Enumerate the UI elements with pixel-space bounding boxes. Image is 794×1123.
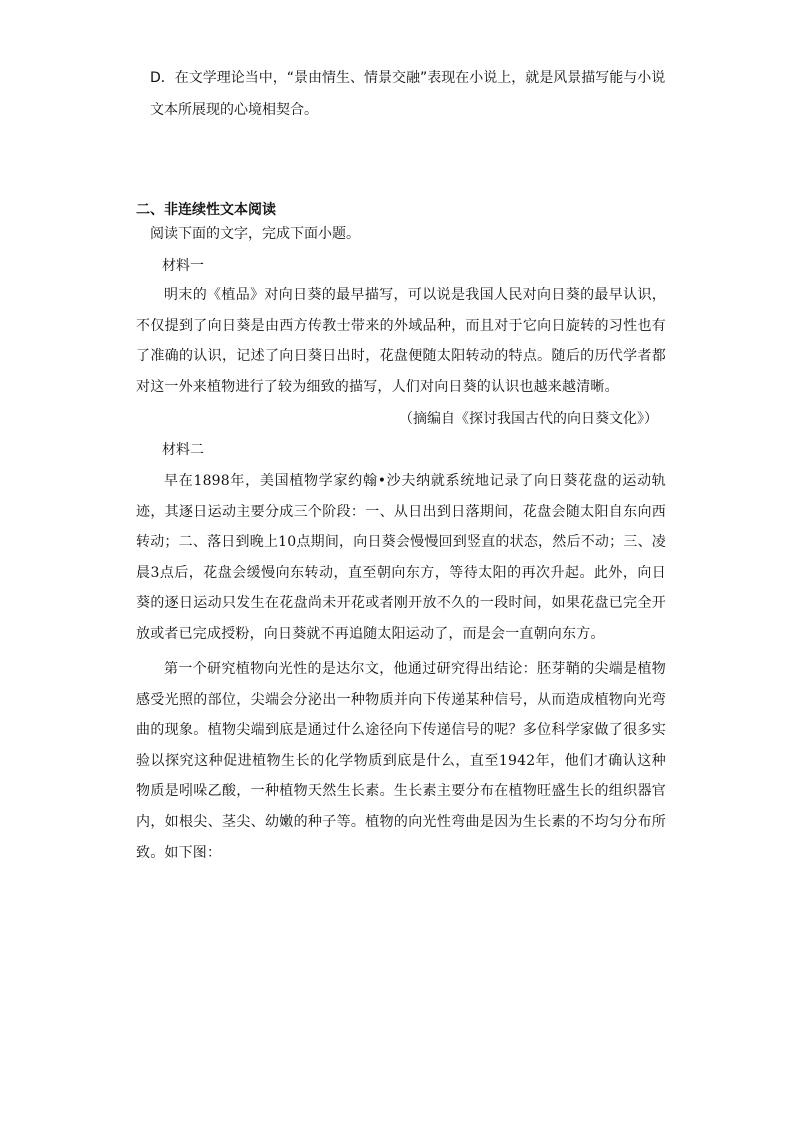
material-1-label: 材料一 [162, 258, 204, 274]
material-1-source: （摘编自《探讨我国古代的向日葵文化》） [399, 411, 658, 427]
section-instruction: 阅读下面的文字，完成下面小题。 [150, 226, 360, 242]
material-1-paragraph: 明末的《植品》对向日葵的最早描写，可以说是我国人民对向日葵的最早认识，不仅提到了向日葵是由西方传教士带来的外域品种，而且对于它向日旋转的习性也有了准确的认识，记述了向日葵日出时，花盘便随太阳转动的特点。随后的历代学者都对这一外来植物进行了较为细致的描写，人们对向日葵的认识也越来越清晰。 [136, 287, 666, 395]
material-2-paragraph-1: 早在1898年，美国植物学家约翰•沙夫纳就系统地记录了向日葵花盘的运动轨迹，其逐日运动主要分成三个阶段：一、从日出到日落期间，花盘会随太阳自东向西转动；二、落日到晚上10点期间，向日葵会慢慢回到竖直的状态，然后不动；三、凌晨3点后，花盘会缓慢向东转动，直至朝向东方，等待太阳的再次升起。此外，向日葵的逐日运动只发生在花盘尚未开花或者刚开放不久的一段时间，如果花盘已完全开放或者已完成授粉，向日葵就不再追随太阳运动了，而是会一直朝向东方。 [136, 473, 666, 642]
option-d-line-2: 文本所展现的心境相契合。 [150, 102, 318, 118]
material-2-label: 材料二 [162, 442, 204, 458]
option-d-line-1: D．在文学理论当中，“景由情生、情景交融”表现在小说上，就是风景描写能与小说 [150, 70, 666, 86]
material-2-paragraph-2: 第一个研究植物向光性的是达尔文，他通过研究得出结论：胚芽鞘的尖端是植物感受光照的部位，尖端会分泌出一种物质并向下传递某种信号，从而造成植物向光弯曲的现象。植物尖端到底是通过什么途径向下传递信号的呢？多位科学家做了很多实验以探究这种促进植物生长的化学物质到底是什么，直至1942年，他们才确认这种物质是吲哚乙酸，一种植物天然生长素。生长素主要分布在植物旺盛生长的组织器官内，如根尖、茎尖、幼嫩的种子等。植物的向光性弯曲是因为生长素的不均匀分布所致。如下图： [136, 661, 666, 861]
section-heading: 二、非连续性文本阅读 [136, 202, 276, 218]
